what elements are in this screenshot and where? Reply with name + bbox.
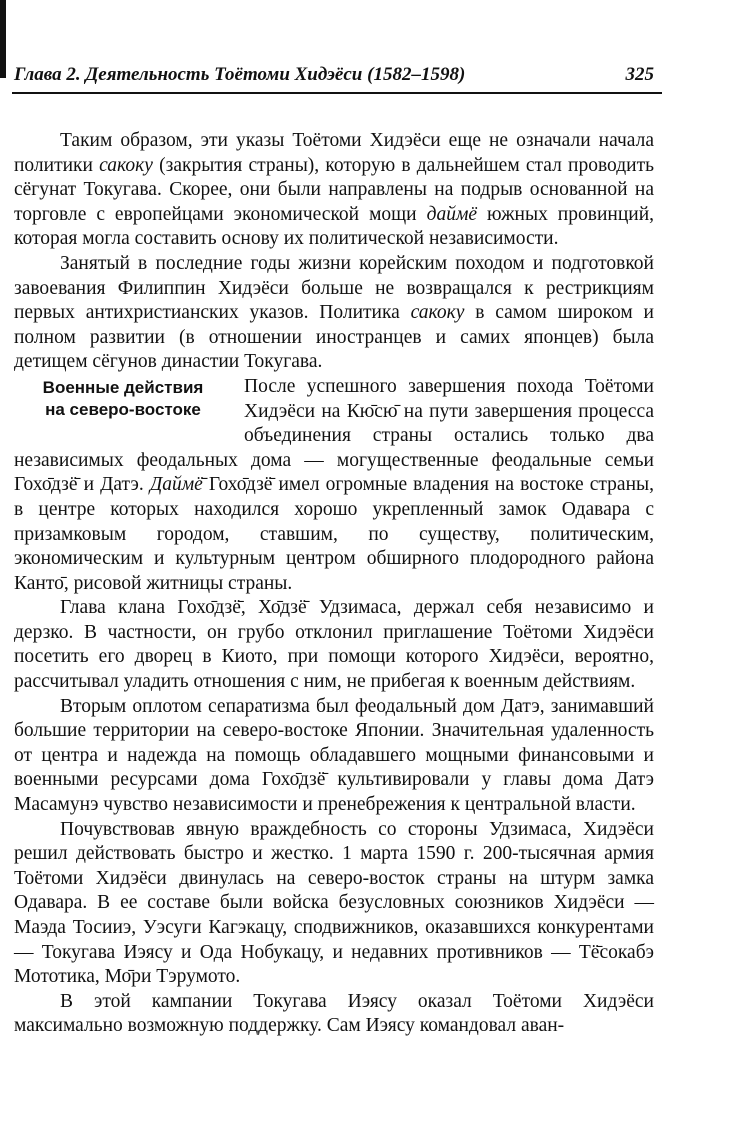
text-run: в самом широком и полном развитии (в отношении иностранцев и самих японцев) была детищем сёгунов династии Токугава. [14,302,654,373]
paragraph-4: Глава клана Гохо̄дзё̄, Хо̄дзё̄ Удзимаса, держал себя независимо и дерзко. В частности, он грубо отклонил приглашение Тоётоми Хидэёси посетить его дворец в Киото, при помощи которого Хидэёси, вероятно, рассчитывал уладить отношения с ним, не прибегая к военным действиям. [14,597,654,693]
paragraph-7: В этой кампании Токугава Иэясу оказал Тоётоми Хидэёси максимально возможную поддержку. Сам Иэясу командовал аван- [14,990,654,1037]
text-run: После успешного завершения похода Тоётоми Хидэёси на Кю̄сю̄ на пути завершения процесса объединения страны остались только два независимых феодальных дома — могущественные феодальные семьи Гохо̄дзё̄ и Датэ. [14,375,654,496]
paragraph-1 [14,129,654,252]
text-run: (закрытия страны), которую в дальнейшем стал проводить сёгунат Токугава. Скорее, они были направлены на подрыв основанной на торговле с европейцами экономической мощи [14,154,654,225]
binding-edge-mark [0,0,6,78]
section-side-heading [14,377,232,421]
text-run: Гохо̄дзё̄ имел огромные владения на востоке страны, в центре которых находился хорошо укрепленный замок Одавара с призамковым городом, ставшим, по существу, политическим, экономическим и культурным центром обширного плодородного района Канто̄, рисовой житницы страны. [14,474,654,594]
text-run: Занятый в последние годы жизни корейским походом и подготовкой завоевания Филиппин Хидэёси больше не возвращался к рестрикциям первых антихристианских указов. Политика [14,252,654,324]
italic-term: сакоку [410,302,465,324]
body-text [14,129,654,1039]
italic-term: даймё [426,203,478,225]
text-run: южных провинций, которая могла составить основу их политической независимости. [14,203,654,250]
paragraph-2 [14,252,654,375]
page-number: 325 [625,64,654,85]
side-heading-line: Военные действия [42,377,204,397]
paragraph-6: Почувствовав явную враждебность со стороны Удзимаса, Хидэёси решил действовать быстро и жестко. 1 марта 1590 г. 200-тысячная армия Тоётоми Хидэёси двинулась на северо-восток страны на штурм замка Одавара. В ее составе были войска безусловных союзников Хидэёси — Маэда Тосииэ, Уэсуги Кагэкацу, сподвижников, оказавшихся конкурентами — Токугава Иэясу и Ода Нобукацу, и недавних противников — Тё̄сокабэ Мототика, Мо̄ри Тэрумото. [14,818,654,988]
text-run: Таким образом, эти указы Тоётоми Хидэёси еще не означали начала политики [14,130,654,176]
chapter-title: Глава 2. Деятельность Тоётоми Хидэёси (1582–1598) [14,64,466,85]
side-heading-line: на северо-востоке [45,399,201,419]
italic-term: сакоку [99,154,153,176]
paragraph-5: Вторым оплотом сепаратизма был феодальный дом Датэ, занимавший большие территории на северо-востоке Японии. Значительная удаленность от центра и надежда на помощь обладавшего мощными финансовыми и военными ресурсами дома Гохо̄дзё̄ культивировали у главы дома Датэ Масамунэ чувство независимости и пренебрежения к центральной власти. [14,695,654,816]
italic-term: Даймё̄ [149,474,203,496]
running-header [12,62,662,94]
